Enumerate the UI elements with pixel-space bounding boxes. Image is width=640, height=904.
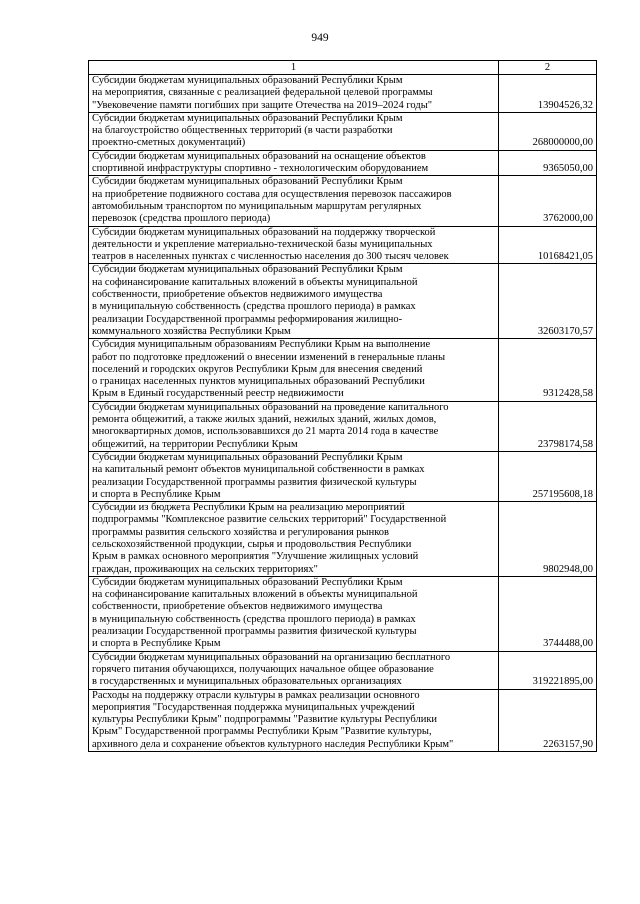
table-row — [89, 651, 597, 689]
row-amount: 2263157,90 — [499, 689, 597, 751]
row-amount: 23798174,58 — [499, 401, 597, 451]
table-row — [89, 339, 597, 401]
row-amount: 268000000,00 — [499, 112, 597, 150]
row-description: Субсидии бюджетам муниципальных образований Республики Крым на мероприятия, связанные с реализацией федеральной целевой программы "Увековечение памяти погибших при защите Отечества на 2019–2024 годы" — [89, 75, 499, 113]
row-amount: 9365050,00 — [499, 150, 597, 176]
column-header-amount: 2 — [499, 61, 597, 75]
row-description: Субсидии бюджетам муниципальных образований на оснащение объектов спортивной инфраструктуры спортивно - технологическим оборудованием — [89, 150, 499, 176]
table-row — [89, 150, 597, 176]
row-description: Субсидии бюджетам муниципальных образований Республики Крым на софинансирование капитальных вложений в объекты муниципальной собственности, приобретение объектов недвижимого имущества в муниципальную собственность (средства прошлого периода) в рамках реализации Государственной программы развития физической культуры и спорта в Республике Крым — [89, 576, 499, 651]
page-number: 949 — [311, 32, 329, 44]
row-description: Расходы на поддержку отрасли культуры в рамках реализации основного мероприятия "Государственная поддержка муниципальных учреждений культуры Республики Крым" подпрограммы "Развитие культуры Республики Крым" Государственной программы Республики Крым "Развитие культуры, архивного дела и сохранение объектов культурного наследия Республики Крым" — [89, 689, 499, 751]
row-description: Субсидии бюджетам муниципальных образований на организацию бесплатного горячего питания обучающихся, получающих начальное общее образование в государственных и муниципальных образовательных организациях — [89, 651, 499, 689]
column-header-description: 1 — [89, 61, 499, 75]
table-row — [89, 112, 597, 150]
row-amount: 319221895,00 — [499, 651, 597, 689]
table-row — [89, 264, 597, 339]
row-description: Субсидии бюджетам муниципальных образований Республики Крым на приобретение подвижного состава для осуществления перевозок пассажиров автомобильным транспортом по муниципальным маршрутам регулярных перевозок (средства прошлого периода) — [89, 176, 499, 226]
row-amount: 257195608,18 — [499, 451, 597, 501]
row-description: Субсидии бюджетам муниципальных образований Республики Крым на благоустройство общественных территорий (в части разработки проектно-сметных документаций) — [89, 112, 499, 150]
row-description: Субсидии бюджетам муниципальных образований на поддержку творческой деятельности и укрепление материально-технической базы муниципальных театров в населенных пунктах с численностью населения до 300 тысяч человек — [89, 226, 499, 264]
row-description: Субсидии бюджетам муниципальных образований Республики Крым на капитальный ремонт объектов муниципальной собственности в рамках реализации Государственной программы развития физической культуры и спорта в Республике Крым — [89, 451, 499, 501]
row-amount: 10168421,05 — [499, 226, 597, 264]
table-row — [89, 401, 597, 451]
row-amount: 32603170,57 — [499, 264, 597, 339]
row-amount: 9802948,00 — [499, 502, 597, 577]
table-row — [89, 502, 597, 577]
table-row — [89, 576, 597, 651]
table-row — [89, 451, 597, 501]
table-row — [89, 226, 597, 264]
row-description: Субсидии бюджетам муниципальных образований на проведение капитального ремонта общежитий, а также жилых зданий, нежилых зданий, жилых домов, многоквартирных домов, использовавшихся до 21 марта 2014 года в качестве общежитий, на территории Республики Крым — [89, 401, 499, 451]
row-description: Субсидия муниципальным образованиям Республики Крым на выполнение работ по подготовке предложений о внесении изменений в генеральные планы поселений и городских округов Республики Крым для внесения сведений о границах населенных пунктов муниципальных образований Республики Крым в Единый государственный реестр недвижимости — [89, 339, 499, 401]
budget-table — [88, 60, 597, 752]
row-description: Субсидии из бюджета Республики Крым на реализацию мероприятий подпрограммы "Комплексное развитие сельских территорий" Государственной программы развития сельского хозяйства и регулирования рынков сельскохозяйственной продукции, сырья и продовольствия Республики Крым в рамках основного мероприятия "Улучшение жилищных условий граждан, проживающих на сельских территориях" — [89, 502, 499, 577]
row-amount: 13904526,32 — [499, 75, 597, 113]
row-amount: 3762000,00 — [499, 176, 597, 226]
table-row — [89, 75, 597, 113]
table-row — [89, 689, 597, 751]
row-amount: 3744488,00 — [499, 576, 597, 651]
row-description: Субсидии бюджетам муниципальных образований Республики Крым на софинансирование капитальных вложений в объекты муниципальной собственности, приобретение объектов недвижимого имущества в муниципальную собственность (средства прошлого периода) в рамках реализации Государственной программы реформирования жилищно- коммунального хозяйства Республики Крым — [89, 264, 499, 339]
row-amount: 9312428,58 — [499, 339, 597, 401]
table-row — [89, 176, 597, 226]
table-header-row — [89, 61, 597, 75]
